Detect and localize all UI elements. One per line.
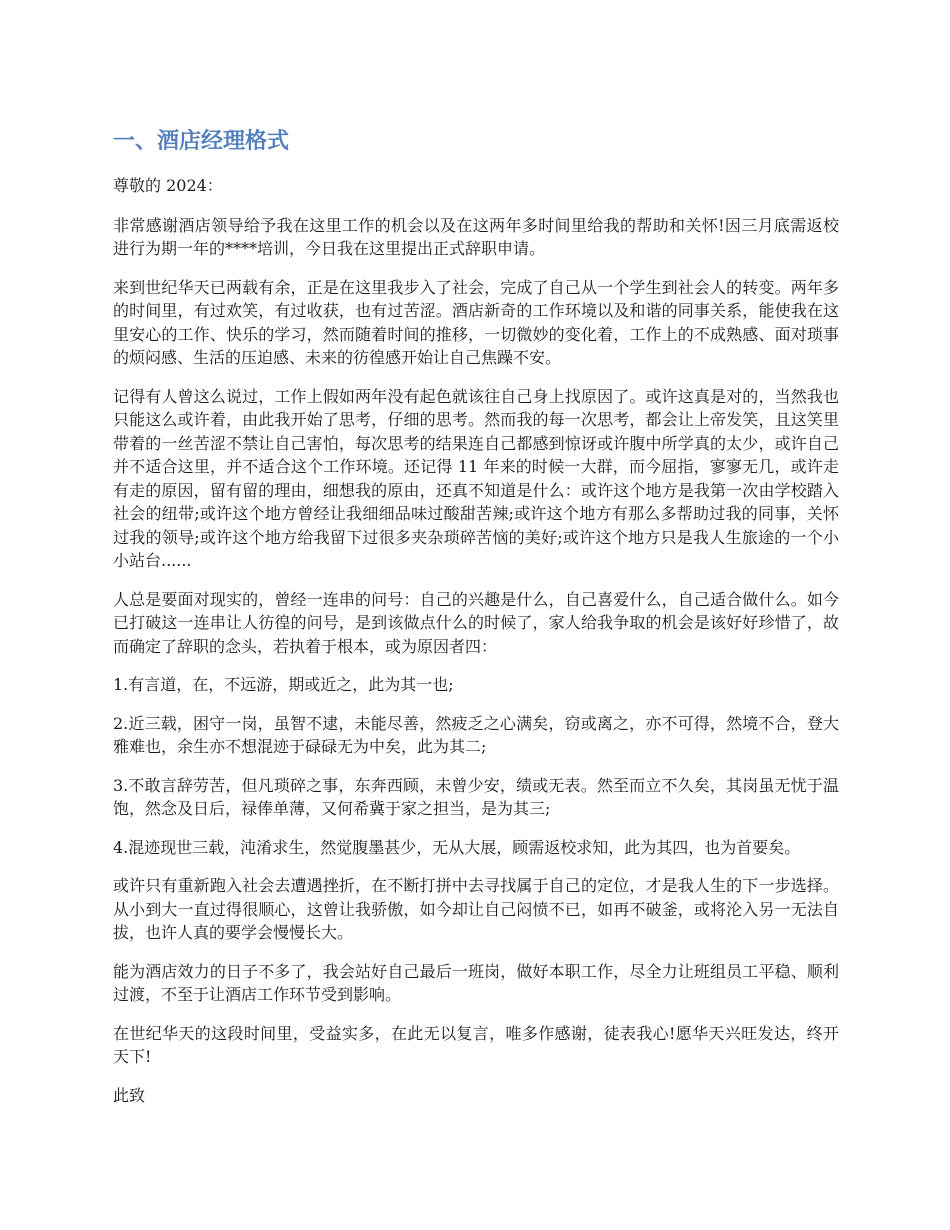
paragraph-intro: 非常感谢酒店领导给予我在这里工作的机会以及在这两年多时间里给我的帮助和关怀!因三月底需返校进行为期一年的****培训，今日我在这里提出正式辞职申请。 [113,215,839,258]
paragraph-thanks: 在世纪华天的这段时间里，受益实多，在此无以复言，唯多作感谢，徒表我心!愿华天兴旺发达，终开天下! [113,1023,839,1066]
salutation: 尊敬的 2024： [113,176,223,195]
reason-item-2: 2.近三载，困守一岗，虽智不逮，未能尽善，然疲乏之心满矣，窃或离之，亦不可得，然境不合，登大雅难也，余生亦不想混迹于碌碌无为中矣，此为其二; [113,713,839,756]
paragraph-reflection: 记得有人曾这么说过，工作上假如两年没有起色就该往自己身上找原因了。或许这真是对的，当然我也只能这么或许着，由此我开始了思考，仔细的思考。然而我的每一次思考，都会让上帝发笑，且这笑里带着的一丝苦涩不禁让自己害怕，每次思考的结果连自己都感到惊讶或许腹中所学真的太少，或许自己并不适合这里，并不适合这个工作环境。还记得 11 年来的时候一大群，而今屈指，寥寥无几，或许走有走的原因，留有留的理由，细想我的原由，还真不知道是什么：或许这个地方是我第一次由学校踏入社会的纽带;或许这个地方曾经让我细细品味过酸甜苦辣;或许这个地方有那么多帮助过我的同事，关怀过我的领导;或许这个地方给我留下过很多夹杂琐碎苦恼的美好;或许这个地方只是我人生旅途的一个小小站台...... [113,386,839,570]
reason-item-1: 1.有言道，在，不远游，期或近之，此为其一也; [113,675,454,694]
reason-item-3: 3.不敢言辞劳苦，但凡琐碎之事，东奔西顾，未曾少安，绩或无表。然至而立不久矣，其岗虽无忧于温饱，然念及日后，禄俸单薄，又何希冀于家之担当，是为其三; [113,775,839,818]
paragraph-background: 来到世纪华天已两载有余，正是在这里我步入了社会，完成了自己从一个学生到社会人的转变。两年多的时间里，有过欢笑，有过收获，也有过苦涩。酒店新奇的工作环境以及和谐的同事关系，能使我在这里安心的工作、快乐的学习，然而随着时间的推移，一切微妙的变化着，工作上的不成熟感、面对琐事的烦闷感、生活的压迫感、未来的彷徨感开始让自己焦躁不安。 [113,277,839,367]
paragraph-next-step: 或许只有重新跑入社会去遭遇挫折，在不断打拼中去寻找属于自己的定位，才是我人生的下一步选择。从小到大一直过得很顺心，这曾让我骄傲，如今却让自己闷愤不已，如再不破釜，或将沦入另一无法自拔，也许人真的要学会慢慢长大。 [113,876,839,942]
paragraph-handover: 能为酒店效力的日子不多了，我会站好自己最后一班岗，做好本职工作，尽全力让班组员工平稳、顺利过渡，不至于让酒店工作环节受到影响。 [113,961,839,1004]
document-page [113,124,839,1107]
document-title: 一、酒店经理格式 [113,129,290,154]
paragraph-reasons-intro: 人总是要面对现实的，曾经一连串的问号：自己的兴趣是什么，自己喜爱什么，自己适合做什么。如今已打破这一连串让人彷徨的问号，是到该做点什么的时候了，家人给我争取的机会是该好好珍惜了，故而确定了辞职的念头，若执着于根本，或为原因者四： [113,589,839,656]
closing: 此致 [113,1085,146,1105]
reason-item-4: 4.混迹现世三载，沌淆求生，然觉腹墨甚少，无从大展，顾需返校求知，此为其四，也为首要矣。 [113,837,801,857]
